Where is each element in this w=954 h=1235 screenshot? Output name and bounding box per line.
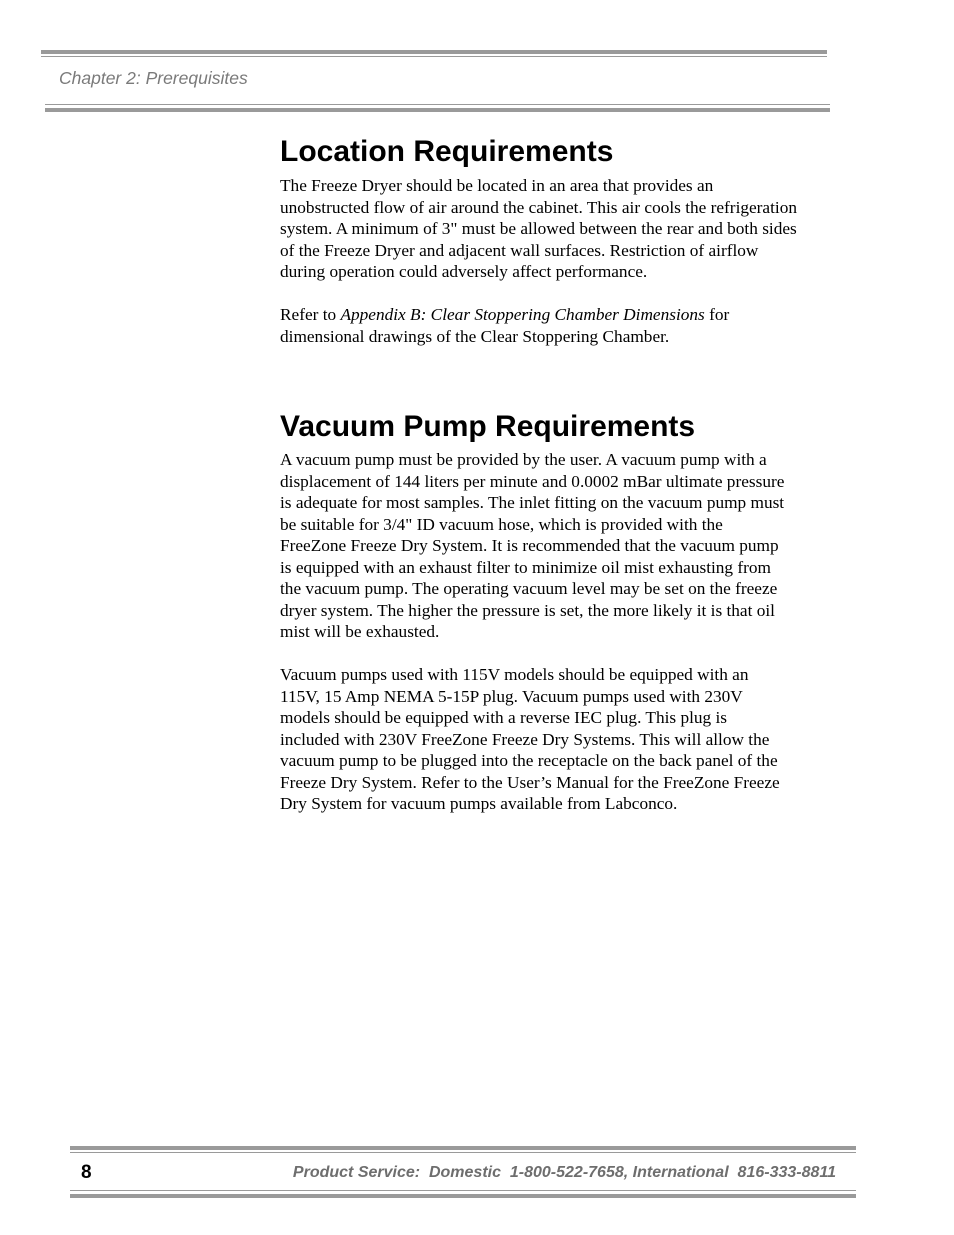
vacuum-heading: Vacuum Pump Requirements <box>280 410 696 443</box>
vacuum-paragraph-1: A vacuum pump must be provided by the user. A vacuum pump with a displacement of 144 liters per minute and 0.0002 mBar ultimate pressure is adequate for most samples. The inlet fitting on the vacuum pump must be suitable for 3/4" ID vacuum hose, which is provided with the FreeZone Freeze Dry System. It is recommended that the vacuum pump is equipped with an exhaust filter to minimize oil mist exhausting from the vacuum pump. The operating vacuum level may be set on the freeze dryer system. The higher the pressure is set, the more likely it is that oil mist will be exhausted. <box>280 450 785 641</box>
appendix-reference-paragraph <box>280 304 800 347</box>
chapter-title: Chapter 2: Prerequisites <box>59 68 248 88</box>
footer-top-rule <box>70 1146 856 1150</box>
location-section <box>280 135 800 347</box>
appendix-reference: Appendix B: Clear Stoppering Chamber Dimensions <box>340 305 705 324</box>
header-bottom-rule <box>45 108 830 112</box>
refer-suffix: for dimensional drawings of the Clear Stoppering Chamber. <box>280 305 730 346</box>
location-heading: Location Requirements <box>280 135 614 168</box>
product-service-contact: Product Service: Domestic 1-800-522-7658, International 816-333-8811 <box>292 1164 836 1181</box>
footer-bottom-rule <box>70 1194 856 1198</box>
vacuum-section <box>280 410 788 815</box>
refer-prefix: Refer to <box>280 305 341 324</box>
page-number: 8 <box>81 1162 92 1183</box>
header-top-rule <box>41 50 827 54</box>
vacuum-paragraph-2: Vacuum pumps used with 115V models should be equipped with an 115V, 15 Amp NEMA 5-15P plug. Vacuum pumps used with 230V models should be equipped with a reverse IEC plug. This plug is included with 230V FreeZone Freeze Dry Systems. This will allow the vacuum pump to be plugged into the receptacle on the back panel of the Freeze Dry System. Refer to the User’s Manual for the FreeZone Freeze Dry System for vacuum pumps available from Labconco. <box>280 665 780 813</box>
location-paragraph: The Freeze Dryer should be located in an area that provides an unobstructed flow of air around the cabinet. This air cools the refrigeration system. A minimum of 3" must be allowed between the rear and both sides of the Freeze Dryer and adjacent wall surfaces. Restriction of airflow during operation could adversely affect performance. <box>280 176 797 281</box>
